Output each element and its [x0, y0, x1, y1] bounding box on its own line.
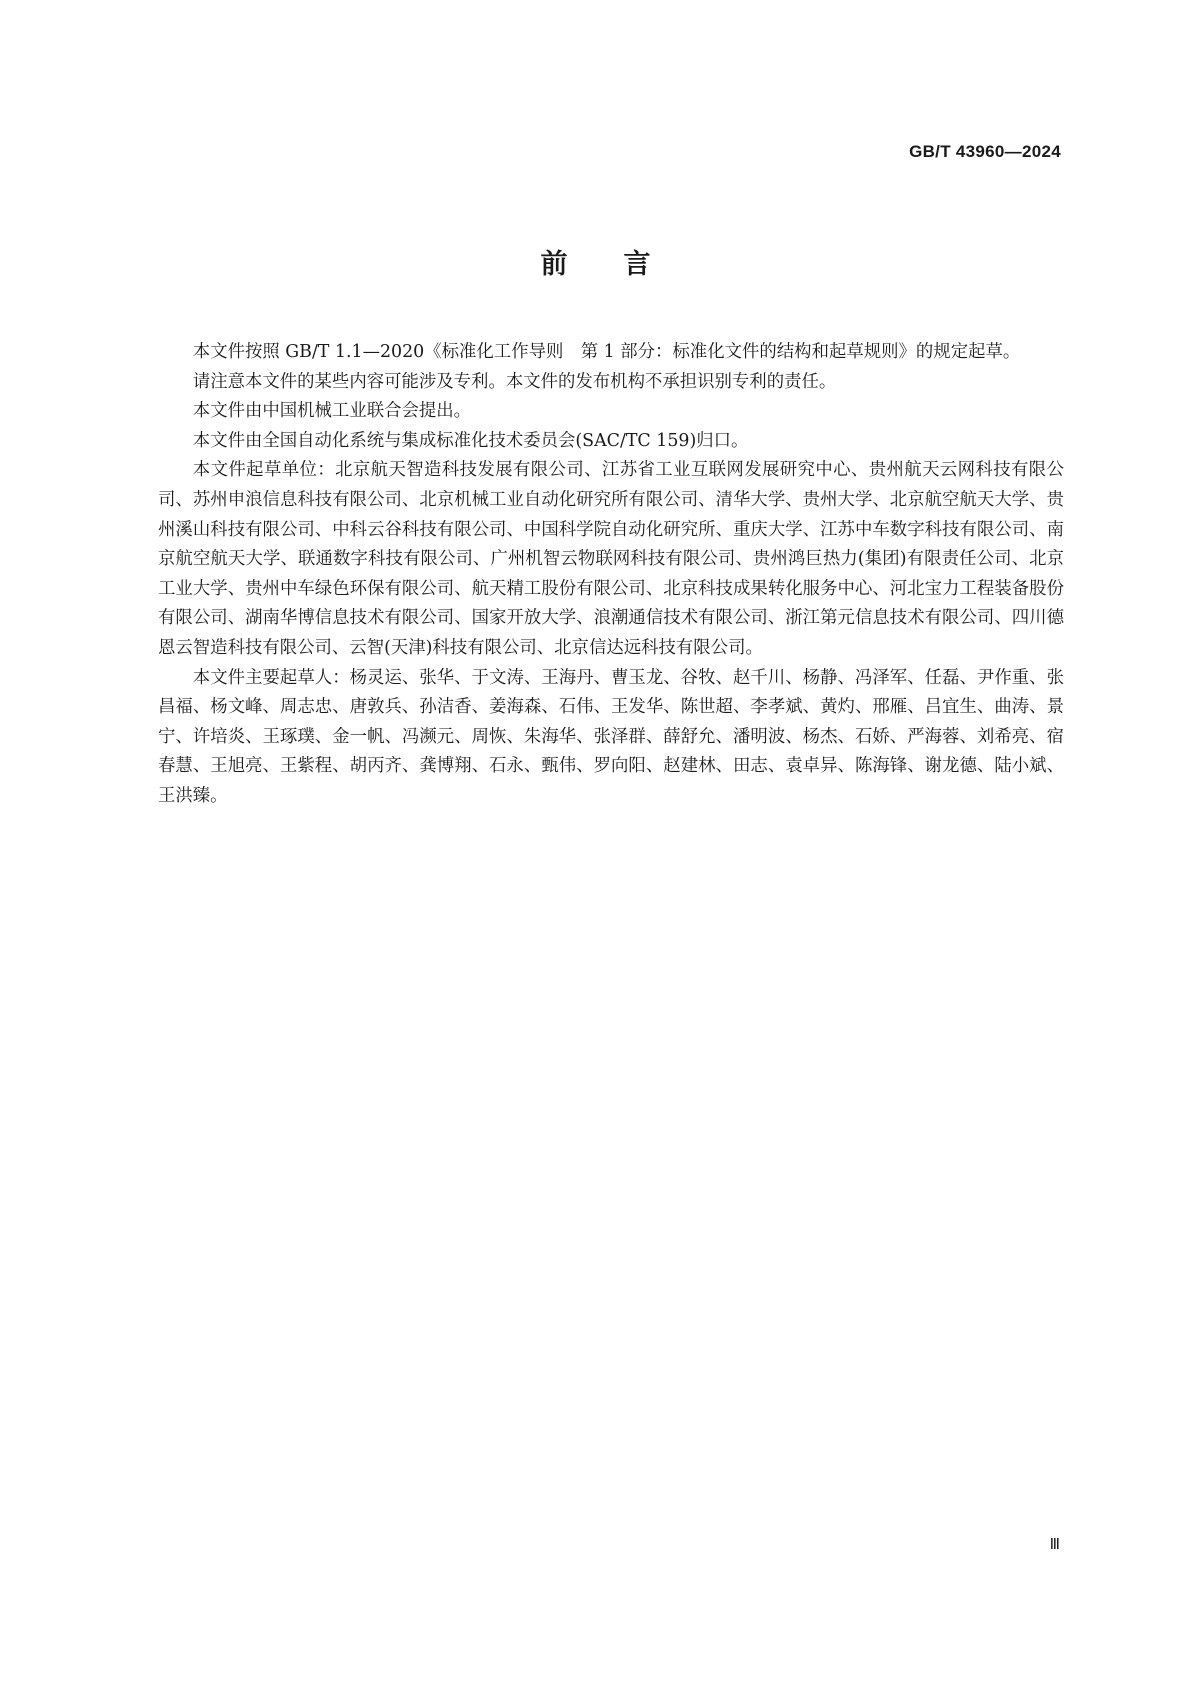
foreword-body [158, 338, 1064, 812]
paragraph-patent-notice: 请注意本文件的某些内容可能涉及专利。本文件的发布机构不承担识别专利的责任。 [192, 371, 837, 392]
paragraph-drafting-units: 本文件起草单位：北京航天智造科技发展有限公司、江苏省工业互联网发展研究中心、贵州航天云网科技有限公司、苏州申浪信息科技有限公司、北京机械工业自动化研究所有限公司、清华大学、贵州大学、北京航空航天大学、贵州溪山科技有限公司、中科云谷科技有限公司、中国科学院自动化研究所、重庆大学、江苏中车数字科技有限公司、南京航空航天大学、联通数字科技有限公司、广州机智云物联网科技有限公司、贵州鸿巨热力(集团)有限责任公司、北京工业大学、贵州中车绿色环保有限公司、航天精工股份有限公司、北京科技成果转化服务中心、河北宝力工程装备股份有限公司、湖南华博信息技术有限公司、国家开放大学、浪潮通信技术有限公司、浙江第元信息技术有限公司、四川德恩云智造科技有限公司、云智(天津)科技有限公司、北京信达远科技有限公司。 [158, 460, 1064, 658]
paragraph-drafting-rules: 本文件按照 GB/T 1.1—2020《标准化工作导则 第 1 部分：标准化文件的结构和起草规则》的规定起草。 [192, 342, 1021, 362]
paragraph-drafters: 本文件主要起草人：杨灵运、张华、于文涛、王海丹、曹玉龙、谷牧、赵千川、杨静、冯泽军、任磊、尹作重、张昌福、杨文峰、周志忠、唐敦兵、孙洁香、姜海森、石伟、王发华、陈世超、李孝斌、黄灼、邢雁、吕宜生、曲涛、景宁、许培炎、王琢璞、金一帆、冯濒元、周恢、朱海华、张泽群、薛舒允、潘明波、杨杰、石娇、严海蓉、刘希亮、宿春慧、王旭亮、王紫程、胡丙齐、龚博翔、石永、甄伟、罗向阳、赵建林、田志、袁卓异、陈海锋、谢龙德、陆小斌、王洪臻。 [158, 667, 1064, 806]
page-title: 前言 [540, 249, 707, 280]
page-number: Ⅲ [1049, 1537, 1061, 1553]
paragraph-administrator: 本文件由全国自动化系统与集成标准化技术委员会(SAC/TC 159)归口。 [192, 430, 749, 451]
paragraph-proposer: 本文件由中国机械工业联合会提出。 [192, 401, 472, 422]
document-code: GB/T 43960—2024 [909, 142, 1061, 161]
